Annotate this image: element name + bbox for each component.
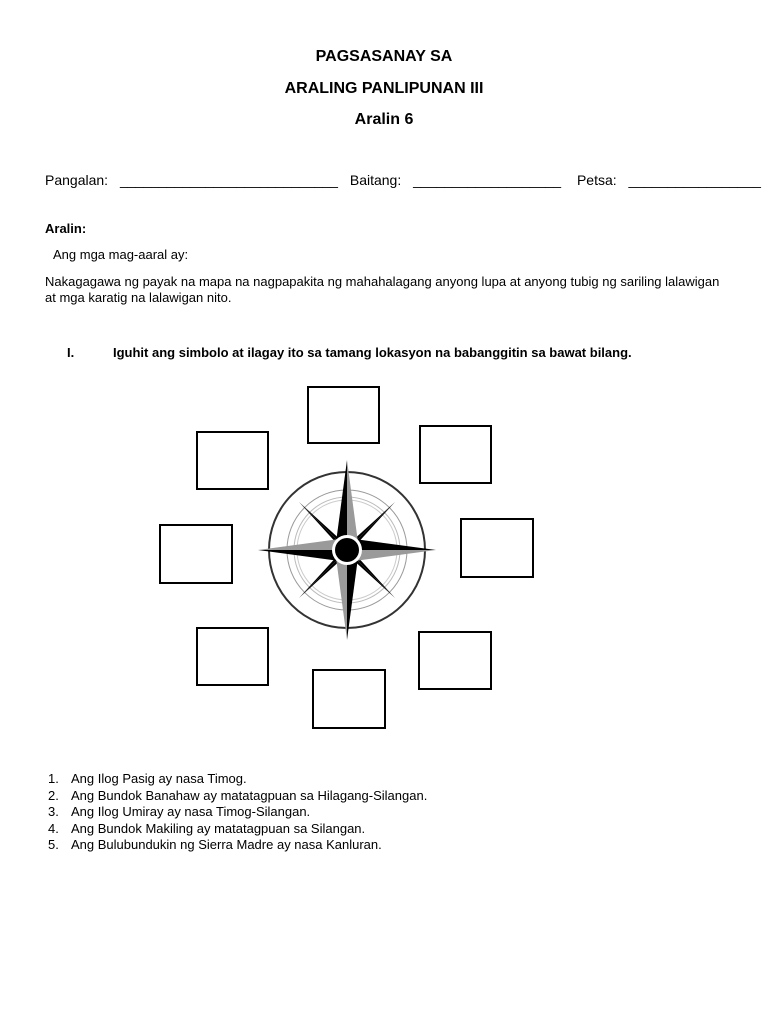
item-text: Ang Bundok Makiling ay matatagpuan sa Silangan.: [71, 820, 366, 836]
item-number: 5.: [48, 837, 59, 852]
lesson-number: Aralin 6: [354, 111, 414, 128]
lesson-intro: Ang mga mag-aaral ay:: [53, 247, 189, 262]
lesson-label: Aralin:: [45, 221, 87, 236]
list-item: [48, 837, 427, 854]
item-text: Ang Ilog Umiray ay nasa Timog-Silangan.: [71, 804, 311, 819]
instruction-text: Iguhit ang simbolo at ilagay ito sa tamang lokasyon na babanggitin sa bawat bilang.: [113, 345, 632, 360]
answer-box-west[interactable]: [159, 524, 233, 584]
item-text: Ang Ilog Pasig ay nasa Timog.: [71, 771, 247, 786]
list-item: [48, 821, 427, 838]
subject-title: ARALING PANLIPUNAN III: [284, 80, 484, 97]
name-field[interactable]: ____________________________: [119, 172, 338, 188]
worksheet-title: PAGSASANAY SA: [315, 48, 453, 65]
lesson-objective: Nakagagawa ng payak na mapa na nagpapakita ng mahahalagang anyong lupa at anyong tubig ng sariling lalawigan at mga karatig na lalawigan nito.: [45, 274, 720, 305]
item-number: 4.: [48, 820, 59, 836]
item-number: 3.: [48, 804, 59, 819]
item-text: Ang Bulubundukin ng Sierra Madre ay nasa Kanluran.: [71, 837, 382, 852]
item-number: 1.: [48, 771, 59, 786]
item-list: [48, 771, 427, 854]
answer-box-east[interactable]: [460, 518, 534, 578]
instruction-number: I.: [67, 345, 75, 360]
compass-rose-icon: [256, 458, 438, 642]
grade-label: Baitang:: [349, 172, 402, 188]
answer-box-south[interactable]: [312, 669, 386, 729]
grade-field[interactable]: ___________________: [413, 172, 562, 188]
list-item: [48, 804, 427, 821]
date-field[interactable]: _________________: [628, 172, 761, 188]
date-label: Petsa:: [576, 172, 617, 188]
item-text: Ang Bundok Banahaw ay matatagpuan sa Hilagang-Silangan.: [71, 787, 428, 803]
student-info-row: [45, 172, 761, 188]
list-item: [48, 788, 427, 805]
list-item: [48, 771, 427, 788]
name-label: Pangalan:: [45, 172, 109, 188]
item-number: 2.: [48, 787, 59, 803]
answer-box-north[interactable]: [307, 386, 380, 444]
